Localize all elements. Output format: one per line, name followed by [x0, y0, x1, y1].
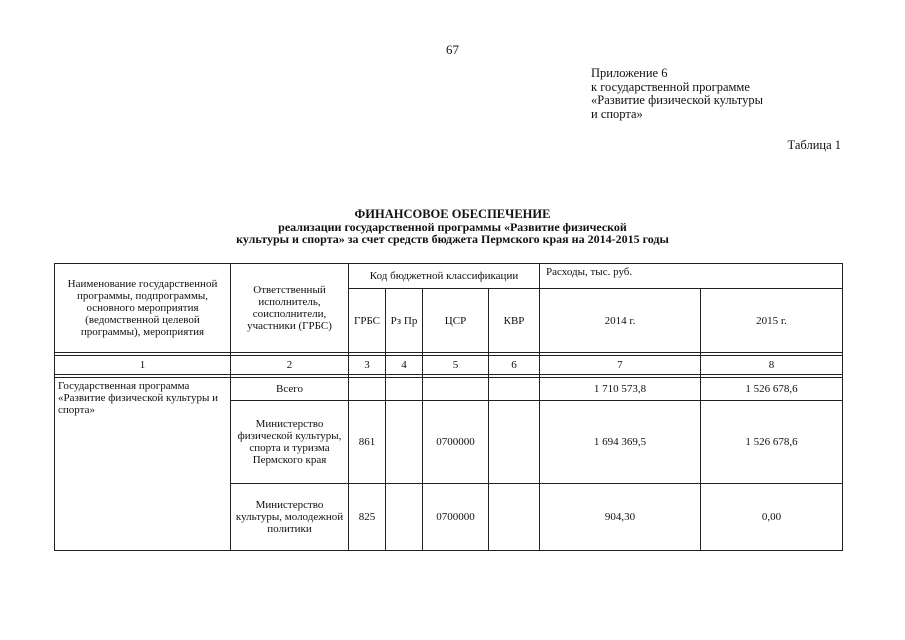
executor-cell: Всего: [231, 378, 349, 401]
header-code-group: Код бюджетной классификации: [349, 264, 540, 289]
column-number: 3: [349, 356, 386, 375]
column-number: 7: [540, 356, 701, 375]
grbs-cell: [349, 378, 386, 401]
table-label: Таблица 1: [787, 138, 841, 152]
header-grbs: ГРБС: [349, 289, 386, 353]
column-number: 5: [423, 356, 489, 375]
amount-2015: 1 526 678,6: [701, 401, 843, 484]
appendix-note: [591, 67, 763, 121]
column-number: 1: [55, 356, 231, 375]
appendix-line: «Развитие физической культуры: [591, 93, 763, 107]
amount-2014: 1 694 369,5: [540, 401, 701, 484]
header-row: [55, 264, 843, 289]
column-number: 2: [231, 356, 349, 375]
amount-2014: 904,30: [540, 484, 701, 551]
grbs-cell: 861: [349, 401, 386, 484]
kvr-cell: [489, 484, 540, 551]
column-number: 8: [701, 356, 843, 375]
document-title: [0, 208, 905, 246]
header-rzpr: Рз Пр: [386, 289, 423, 353]
grbs-cell: 825: [349, 484, 386, 551]
column-number: 4: [386, 356, 423, 375]
budget-table: [54, 263, 843, 551]
header-2015: 2015 г.: [701, 289, 843, 353]
rzpr-cell: [386, 401, 423, 484]
appendix-line: и спорта»: [591, 106, 643, 121]
title-main: ФИНАНСОВОЕ ОБЕСПЕЧЕНИЕ: [354, 207, 551, 221]
header-csr: ЦСР: [423, 289, 489, 353]
executor-cell: Министерство физической культуры, спорта и туризма Пермского края: [231, 401, 349, 484]
column-number-row: [55, 356, 843, 375]
amount-2015: 1 526 678,6: [701, 378, 843, 401]
header-executor: Ответственный исполнитель, соисполнители, участники (ГРБС): [231, 264, 349, 353]
kvr-cell: [489, 401, 540, 484]
rzpr-cell: [386, 484, 423, 551]
csr-cell: [423, 378, 489, 401]
title-subtitle-line: культуры и спорта» за счет средств бюджета Пермского края на 2014-2015 годы: [236, 232, 669, 246]
appendix-line: Приложение 6: [591, 66, 668, 80]
executor-cell: Министерство культуры, молодежной политики: [231, 484, 349, 551]
header-kvr: КВР: [489, 289, 540, 353]
title-subtitle-line: реализации государственной программы «Развитие физической: [278, 219, 627, 234]
header-name: Наименование государственной программы, подпрограммы, основного мероприятия (ведомственной целевой программы), мероприятия: [55, 264, 231, 353]
header-expense-group: Расходы, тыс. руб.: [540, 264, 843, 289]
amount-2015: 0,00: [701, 484, 843, 551]
header-2014: 2014 г.: [540, 289, 701, 353]
rzpr-cell: [386, 378, 423, 401]
page-number: 67: [446, 42, 459, 57]
appendix-line: к государственной программе: [591, 79, 750, 94]
kvr-cell: [489, 378, 540, 401]
csr-cell: 0700000: [423, 401, 489, 484]
csr-cell: 0700000: [423, 484, 489, 551]
column-number: 6: [489, 356, 540, 375]
program-name: Государственная программа «Развитие физической культуры и спорта»: [55, 378, 231, 551]
amount-2014: 1 710 573,8: [540, 378, 701, 401]
table-row: [55, 378, 843, 401]
